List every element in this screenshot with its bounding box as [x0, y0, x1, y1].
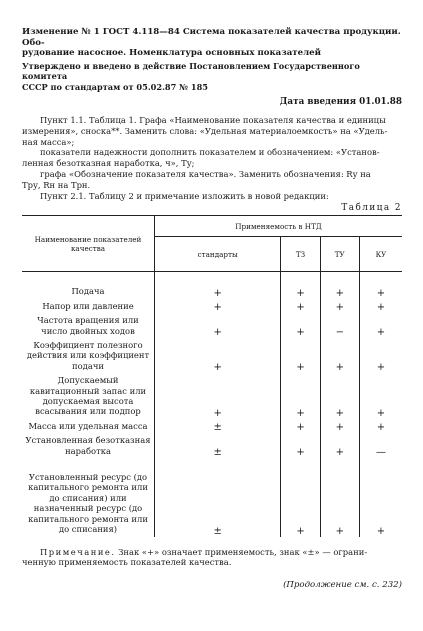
- header-indicator-name: Наименование показателей качества: [22, 216, 155, 272]
- table-row: [22, 338, 402, 373]
- cell-value: +: [281, 458, 320, 536]
- table-caption: Таблица 2: [341, 203, 402, 214]
- cell-value: +: [320, 458, 359, 536]
- row-name: Подача: [22, 272, 155, 299]
- note-text-2: ченную применяемость показателей качества.: [22, 557, 232, 568]
- cell-value: +: [155, 338, 281, 373]
- cell-value: ±: [155, 419, 281, 433]
- cell-value: +: [320, 419, 359, 433]
- approved-line-2: СССР по стандартам от 05.02.87 № 185: [22, 81, 209, 92]
- cell-value: +: [320, 299, 359, 313]
- cell-value: +: [376, 407, 386, 419]
- cell-value: +: [376, 422, 386, 434]
- table-row: [22, 419, 402, 433]
- row-name: Допускаемый кавитационный запас или допускаемая высота всасывания или подпор: [22, 373, 155, 419]
- p3-line-1: графа «Обозначение показателя качества». Заменить обозначения: Rу на: [40, 168, 371, 179]
- cell-value: +: [281, 313, 320, 338]
- cell-value: +: [281, 433, 320, 458]
- table-row: [22, 272, 402, 299]
- cell-value: +: [281, 419, 320, 433]
- cell-value: ±: [155, 433, 281, 458]
- approval-block: [22, 61, 402, 93]
- cell-value: +: [281, 338, 320, 373]
- cell-value: +: [376, 525, 386, 537]
- row-name: Коэффициент полезного действия или коэффициент подачи: [22, 338, 155, 373]
- table-note: [22, 547, 402, 569]
- cell-value: +: [155, 272, 281, 299]
- cell-value: +: [376, 287, 386, 299]
- cell-value: +: [155, 373, 281, 419]
- table-row: [22, 313, 402, 338]
- p3-line-2: Tру, Rн на Tрн.: [22, 179, 91, 190]
- header-ku: КУ: [359, 237, 402, 272]
- cell-value: —: [375, 447, 386, 459]
- body-text: [22, 115, 402, 201]
- row-name: Частота вращения или число двойных ходов: [22, 313, 155, 338]
- table-row: [22, 299, 402, 313]
- document-page: [22, 27, 402, 590]
- p1-line-2: измерения», сноска**. Заменить слова: «Удельная материалоемкость» на «Удель-: [22, 125, 388, 136]
- p2-line-1: показатели надежности дополнить показателем и обозначением: «Установ-: [40, 147, 380, 158]
- cell-value: +: [281, 299, 320, 313]
- p4: Пункт 2.1. Таблицу 2 и примечание изложить в новой редакции:: [40, 190, 329, 201]
- cell-value: +: [376, 327, 386, 338]
- p2-line-2: ленная безотказная наработка, ч», Tу;: [22, 158, 195, 169]
- header-applicability: Применяемость в НТД: [155, 216, 403, 237]
- row-name: Масса или удельная масса: [22, 419, 155, 433]
- effective-date: Дата введения 01.01.88: [279, 97, 402, 107]
- cell-value: +: [320, 433, 359, 458]
- cell-value: +: [281, 373, 320, 419]
- applicability-table: [22, 215, 402, 536]
- header-tu: ТУ: [320, 237, 359, 272]
- amendment-title: [22, 27, 402, 59]
- cell-value: −: [320, 313, 359, 338]
- cell-value: +: [281, 272, 320, 299]
- row-name: Установленный ресурс (до капитального ремонта или до списания) или назначенный ресурс (до капитального ремонта или до списания): [22, 458, 155, 536]
- table-row: [22, 433, 402, 458]
- row-name: Напор или давление: [22, 299, 155, 313]
- header-standards: стандарты: [155, 237, 281, 272]
- title-line-1: Изменение № 1 ГОСТ 4.118—84 Система показателей качества продукции. Обо-: [22, 27, 401, 48]
- cell-value: +: [376, 302, 386, 314]
- cell-value: ±: [155, 458, 281, 536]
- cell-value: +: [320, 373, 359, 419]
- approved-line-1: Утверждено и введено в действие Постановлением Государственного комитета: [22, 60, 360, 81]
- row-name: Установленная безотказная наработка: [22, 433, 155, 458]
- note-text-1: Знак «+» означает применяемость, знак «±» — ограни-: [118, 546, 368, 557]
- table-row: [22, 373, 402, 419]
- cell-value: +: [155, 299, 281, 313]
- continuation-note: (Продолжение см. с. 232): [283, 580, 402, 591]
- cell-value: +: [155, 313, 281, 338]
- p1-line-1: Пункт 1.1. Таблица 1. Графа «Наименование показателя качества и единицы: [40, 115, 386, 125]
- cell-value: +: [376, 362, 386, 374]
- cell-value: +: [320, 338, 359, 373]
- note-lead: Примечание.: [40, 546, 116, 557]
- cell-value: +: [320, 272, 359, 299]
- p1-line-3: ная масса»;: [22, 136, 75, 147]
- table-row: [22, 458, 402, 536]
- header-tz: ТЗ: [281, 237, 320, 272]
- title-line-2: рудование насосное. Номенклатура основных показателей: [22, 48, 321, 58]
